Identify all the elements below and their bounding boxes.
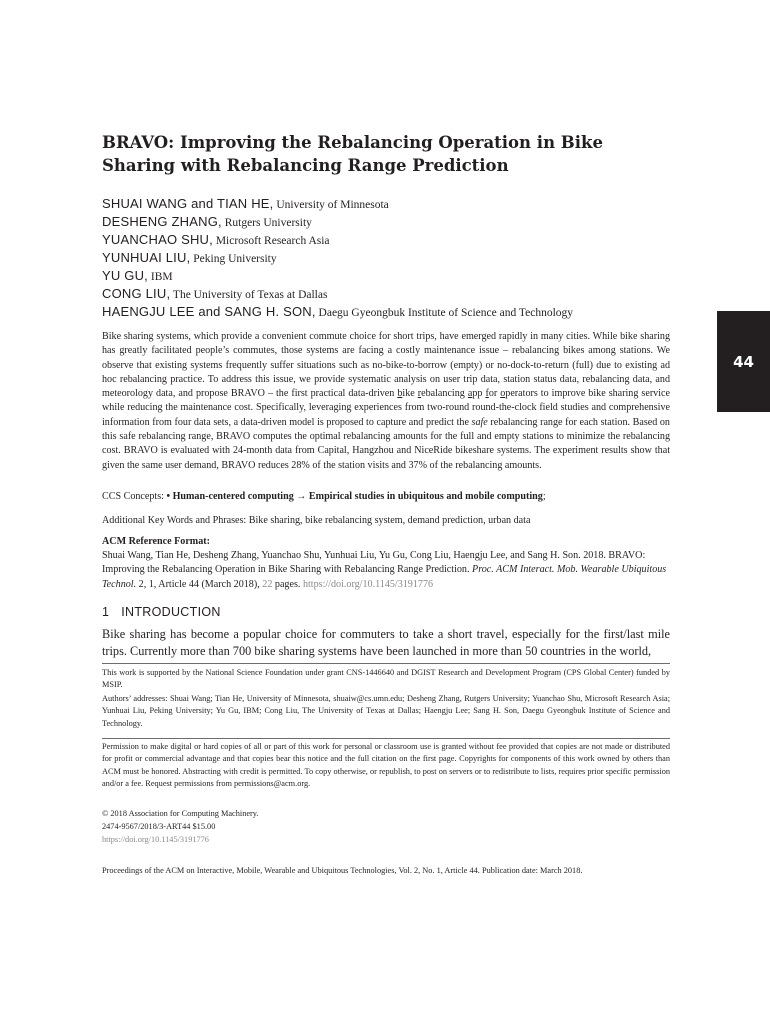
abstract-text: or [488, 388, 501, 400]
copyright: © 2018 Association for Computing Machinery. [102, 809, 259, 818]
journal-name: Proc. ACM Interact. Mob. Wearable Ubiquitous Technol. [102, 564, 667, 590]
acronym-letter: b [397, 388, 403, 400]
pages-link[interactable]: 22 [262, 578, 273, 590]
acronym-letter: o [500, 388, 506, 400]
author-line-2 [102, 213, 682, 231]
author-list [102, 195, 682, 321]
author-affiliation: Rutgers University [221, 217, 312, 229]
abstract-text: rebalancing range for each station. Based on this safe rebalancing range, BRAVO computes the optimal rebalancing amounts for the full and empty stations to minimize the rebalancing cost. BRAVO is evaluated with 24-month data from Capital, Hangzhou and NiceRide bikeshare systems. The experiment results show that given the same user demand, BRAVO reduces 28% of the station visits and 37% of the rebalancing amounts. [102, 416, 670, 471]
section-heading [102, 605, 221, 619]
author-name: YUANCHAO SHU, [102, 232, 213, 247]
funding-note: This work is supported by the National Science Foundation under grant CNS-1446640 and DGIST Research and Development Program (CPS Global Center) funded by MSIP. [102, 668, 670, 690]
article-number-tab: 44 [717, 311, 770, 412]
author-line-3 [102, 231, 682, 249]
author-affiliation: Daegu Gyeongbuk Institute of Science and Technology [315, 307, 574, 319]
reference-volume: 2, 1, Article 44 (March 2018), [136, 578, 263, 590]
permission-divider [102, 738, 670, 739]
author-name: YUNHUAI LIU, [102, 250, 191, 265]
author-line-1 [102, 195, 682, 213]
author-name: HAENGJU LEE and SANG H. SON, [102, 304, 316, 319]
acm-reference-heading: ACM Reference Format: [102, 536, 210, 547]
abstract-text: perators to improve bike sharing service while reducing the maintenance cost. Specifically, leveraging experiences from two-round round-the-clock field studies and comprehensive information from four data sets, a data-driven model is proposed to capture and predict the [102, 388, 670, 428]
acm-reference [102, 549, 672, 592]
author-line-4 [102, 249, 682, 267]
ccs-end: ; [542, 491, 546, 502]
paper-title: BRAVO: Improving the Rebalancing Operation in Bike Sharing with Rebalancing Range Prediction [102, 133, 603, 175]
abstract-text: Bike sharing systems, which provide a convenient commute choice for short trips, have emerged rapidly in many cities. While bike sharing has greatly facilitated people’s commutes, those systems are facing a costly maintenance issue – rebalancing bikes among stations. We observe that existing systems frequently suffer situations such as no-bike-to-borrow (empty) or no-dock-to-return (full) due to existing ad hoc rebalancing practice. To address this issue, we provide systematic analysis on user trip data, station status data, rebalancing data, and meteorology data, and propose BRAVO – the first practical data-driven [102, 331, 670, 400]
author-name: SHUAI WANG and TIAN HE, [102, 196, 274, 211]
footnote-doi-link[interactable]: https://doi.org/10.1145/3191776 [102, 835, 209, 844]
footnote-divider [102, 663, 670, 664]
keywords: Additional Key Words and Phrases: Bike sharing, bike rebalancing system, demand prediction, urban data [102, 515, 531, 526]
doi-link[interactable]: https://doi.org/10.1145/3191776 [302, 578, 434, 590]
emphasis-safe: safe [471, 416, 488, 428]
section-number: 1 [102, 605, 110, 619]
acronym-letter: r [417, 388, 422, 400]
reference-text: Shuai Wang, Tian He, Desheng Zhang, Yuanchao Shu, Yunhuai Liu, Yu Gu, Cong Liu, Haengju Lee, and Sang H. Son. 2018. BRAVO: Improving the Rebalancing Operation in Bike Sharing with Rebalancing Range Prediction. [102, 550, 646, 576]
ccs-subconcept: Empirical studies in ubiquitous and mobile computing [308, 491, 543, 502]
author-affiliation: University of Minnesota [273, 199, 389, 211]
ccs-label: CCS Concepts: [102, 491, 167, 502]
running-footer: Proceedings of the ACM on Interactive, Mobile, Wearable and Ubiquitous Technologies, Vol. 2, No. 1, Article 44. Publication date: March 2018. [102, 866, 583, 875]
author-name: CONG LIU, [102, 286, 171, 301]
abstract-text: pp [472, 388, 486, 400]
section-title: INTRODUCTION [121, 605, 221, 619]
acronym-letter: f [485, 388, 489, 400]
ccs-concepts [102, 491, 682, 502]
ccs-concept: Human-centered computing [172, 491, 294, 502]
reference-pages-suffix: pages. [272, 578, 303, 590]
ccs-bullet: • [166, 491, 173, 502]
author-name: DESHENG ZHANG, [102, 214, 222, 229]
permission-notice: Permission to make digital or hard copies of all or part of this work for personal or classroom use is granted without fee provided that copies are not made or distributed for profit or commercial advantage and that copies bear this notice and the full citation on the first page. Copyrights for components of this work owned by others than ACM must be honored. Abstracting with credit is permitted. To copy otherwise, or republish, to post on servers or to redistribute to lists, requires prior specific permission and/or a fee. Request permissions from permissions@acm.org. [102, 742, 670, 789]
author-affiliation: The University of Texas at Dallas [170, 289, 328, 301]
abstract-text: ebalancing [421, 388, 468, 400]
author-affiliation: IBM [147, 271, 173, 283]
ccs-arrow: → [293, 491, 309, 502]
author-affiliation: Peking University [190, 253, 277, 265]
author-addresses: Authors’ addresses: Shuai Wang; Tian He, University of Minnesota, shuaiw@cs.umn.edu; Desheng Zhang, Rutgers University; Yuanchao Shu, Microsoft Research Asia; Yunhuai Liu, Peking University; Yu Gu, IBM; Cong Liu, The University of Texas at Dallas; Haengju Lee; Sang H. Son, Daegu Gyeongbuk Institute of Science and Technology. [102, 694, 670, 728]
footnote-doi [102, 834, 670, 846]
issn: 2474-9567/2018/3-ART44 $15.00 [102, 822, 216, 831]
abstract-text: ike [402, 388, 418, 400]
abstract [102, 330, 670, 473]
author-line-6 [102, 285, 682, 303]
intro-paragraph: Bike sharing has become a popular choice for commuters to take a short travel, especially for the first/last mile trips. Currently more than 700 bike sharing systems have been launched in more than 50 countries in the world, [102, 627, 670, 658]
author-line-5 [102, 267, 682, 285]
author-line-7 [102, 303, 682, 321]
author-name: YU GU, [102, 268, 148, 283]
author-affiliation: Microsoft Research Asia [212, 235, 330, 247]
acronym-letter: a [467, 388, 473, 400]
